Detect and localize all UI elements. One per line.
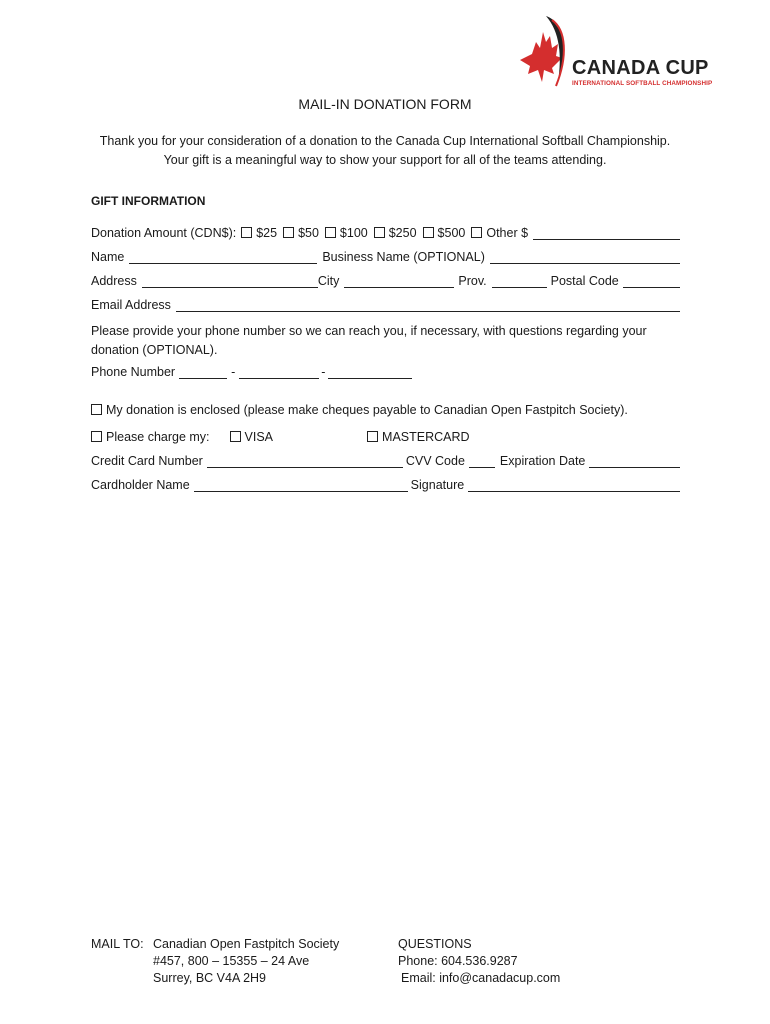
logo-tagline: INTERNATIONAL SOFTBALL CHAMPIONSHIP (572, 80, 713, 87)
name-label: Name (91, 250, 125, 264)
card-number-field[interactable] (207, 454, 403, 468)
intro-line-2: Your gift is a meaningful way to show your support for all of the teams attending. (163, 153, 607, 167)
charge-label: Please charge my: (106, 430, 210, 444)
business-name-field[interactable] (490, 250, 680, 264)
name-row (91, 250, 680, 264)
questions-email: Email: info@canadacup.com (401, 971, 561, 985)
phone-note: Please provide your phone number so we can reach you, if necessary, with questions regarding your donation (OPTIONAL). (91, 324, 647, 357)
visa-label: VISA (244, 430, 274, 444)
mastercard-checkbox[interactable] (367, 431, 378, 442)
mail-address (153, 936, 339, 987)
cardholder-field[interactable] (194, 478, 408, 492)
gift-information-heading: GIFT INFORMATION (91, 194, 206, 208)
mastercard-label: MASTERCARD (382, 430, 470, 444)
questions-block (398, 936, 560, 987)
business-name-label: Business Name (OPTIONAL) (322, 250, 485, 264)
donation-amount-label: Donation Amount (CDN$): (91, 226, 237, 240)
questions-label: QUESTIONS (398, 937, 472, 951)
phone-dash-1: - (231, 365, 236, 379)
donation-amount-row (91, 226, 680, 240)
checkbox-other[interactable] (471, 227, 482, 238)
signature-field[interactable] (468, 478, 680, 492)
option-500: $500 (437, 226, 466, 240)
visa-checkbox[interactable] (230, 431, 241, 442)
mail-address-line-3: Surrey, BC V4A 2H9 (153, 971, 267, 985)
postal-code-label: Postal Code (550, 274, 619, 288)
postal-code-field[interactable] (623, 274, 680, 288)
checkbox-500[interactable] (423, 227, 434, 238)
address-label: Address (91, 274, 137, 288)
card-number-label: Credit Card Number (91, 454, 203, 468)
enclosed-row (91, 403, 680, 417)
prov-label: Prov. (458, 274, 487, 288)
option-250: $250 (388, 226, 417, 240)
checkbox-100[interactable] (325, 227, 336, 238)
email-label: Email Address (91, 298, 171, 312)
mail-address-line-1: Canadian Open Fastpitch Society (153, 937, 340, 951)
enclosed-label: My donation is enclosed (please make cheques payable to Canadian Open Fastpitch Society). (106, 403, 628, 417)
address-field[interactable] (142, 274, 318, 288)
canada-cup-logo (516, 12, 741, 94)
charge-row (91, 430, 680, 444)
checkbox-50[interactable] (283, 227, 294, 238)
city-label: City (317, 274, 340, 288)
other-amount-field[interactable] (533, 226, 680, 240)
expiration-field[interactable] (589, 454, 680, 468)
cvv-field[interactable] (469, 454, 495, 468)
option-50: $50 (298, 226, 319, 240)
checkbox-25[interactable] (241, 227, 252, 238)
phone-dash-2: - (321, 365, 326, 379)
enclosed-checkbox[interactable] (91, 404, 102, 415)
maple-leaf-ball-icon (516, 12, 576, 94)
card-number-row (91, 454, 680, 468)
phone-label: Phone Number (91, 365, 176, 379)
option-other: Other $ (486, 226, 529, 240)
intro-text (0, 132, 770, 170)
signature-label: Signature (410, 478, 465, 492)
option-100: $100 (339, 226, 368, 240)
form-title: MAIL-IN DONATION FORM (298, 96, 472, 112)
checkbox-250[interactable] (374, 227, 385, 238)
questions-phone: Phone: 604.536.9287 (398, 954, 518, 968)
phone-area-field[interactable] (179, 365, 227, 379)
phone-line-field[interactable] (328, 365, 412, 379)
mail-to-label: MAIL TO: (91, 937, 144, 951)
email-field[interactable] (176, 298, 680, 312)
email-row (91, 298, 680, 312)
cardholder-row (91, 478, 680, 492)
intro-line-1: Thank you for your consideration of a donation to the Canada Cup International Softball Championship. (99, 134, 671, 148)
prov-field[interactable] (492, 274, 547, 288)
phone-row (91, 365, 680, 379)
cvv-label: CVV Code (405, 454, 465, 468)
logo-name: CANADA CUP (572, 57, 709, 79)
city-field[interactable] (344, 274, 454, 288)
charge-checkbox[interactable] (91, 431, 102, 442)
expiration-label: Expiration Date (499, 454, 586, 468)
name-field[interactable] (129, 250, 317, 264)
phone-prefix-field[interactable] (239, 365, 319, 379)
option-25: $25 (256, 226, 278, 240)
cardholder-label: Cardholder Name (91, 478, 190, 492)
mail-address-line-2: #457, 800 – 15355 – 24 Ave (153, 954, 310, 968)
address-row (91, 274, 680, 288)
